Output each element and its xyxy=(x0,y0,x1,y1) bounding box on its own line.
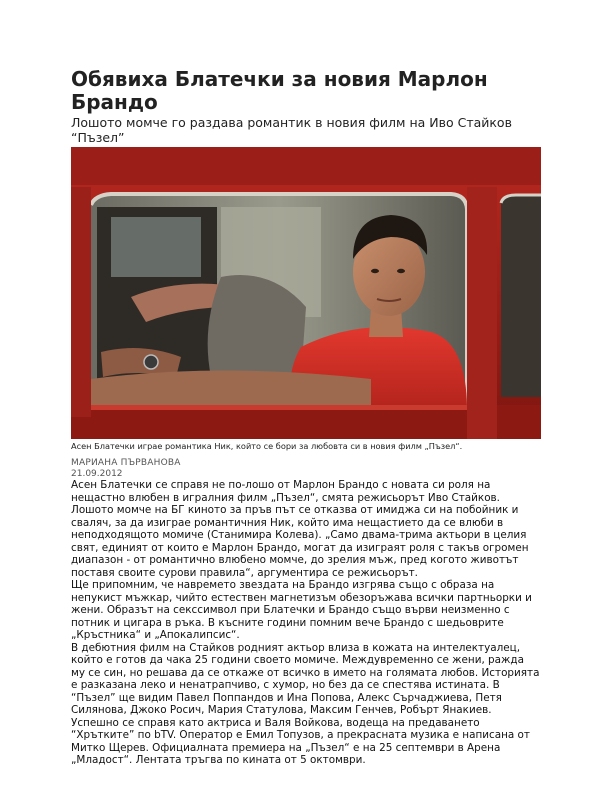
publish-date: 21.09.2012 xyxy=(71,469,123,479)
article-title: Обявиха Блатечки за новия Марлон Брандо xyxy=(71,67,488,114)
article-body xyxy=(71,479,541,767)
paragraph: В дебютния филм на Стайков родният актьор влиза в кожата на интелектуалец, който е готов да чака 25 години своето момиче. Междувременно се жени, ражда му се син, но решава да се откаже от всичко в името на голямата любов. Историята е разказана леко и ненатрапчиво, с хумор, но без да се спестява истината. В “Пъзел” ще видим Павел Поппандов и Ина Попова, Алекс Сърчаджиева, Петя Силянова, Джоко Росич, Мария Статулова, Максим Генчев, Робърт Янакиев. Успешно се справя като актриса и Валя Войкова, водеща на предаването “Хрътките” по bTV. Оператор е Емил Топузов, а прекрасната музика е написана от Митко Щерев. Официалната премиера на „Пъзел“ е на 25 септември в Арена „Младост“. Лентата тръгва по кината от 5 октомври. xyxy=(71,641,540,766)
article xyxy=(71,68,541,767)
paragraph: Ще припомним, че навремето звездата на Брандо изгрява също с образа на непукист мъжкар, чийто естествен магнетизъм обезоръжава всички партньорки и жени. Образът на секссимвол при Блатечки и Брандо също върви неизменно с потник и цигара в ръка. В късните години помним вече Брандо с шедьоврите „Кръстника“ и „Апокалипсис“. xyxy=(71,579,532,641)
author-name: МАРИАНА ПЪРВАНОВА xyxy=(71,458,181,468)
photo-caption: Асен Блатечки играе романтика Ник, който се бори за любовта си в новия филм „Пъзел“. xyxy=(71,441,463,451)
paragraph: Асен Блатечки се справя не по-лошо от Марлон Брандо с новата си роля на нещастно влюбен в игралния филм „Пъзел“, смята режисьорът Иво Стайков. Лошото момче на БГ киното за пръв път се отказва от имиджа си на побойник и сваляч, за да изиграе романтичния Ник, който има нещастието да се влюби в неподходящото момиче (Станимира Колева). „Само двама-трима актьори в целия свят, единият от които е Марлон Брандо, могат да изиграят роля с такъв огромен диапазон - от романтично влюбено момче, до зрелия мъж, пред когото животът поставя своите сурови правила“, аргументира се режисьорът. xyxy=(71,479,529,579)
car-photo-illustration xyxy=(71,147,541,439)
article-subtitle: Лошото момче го раздава романтик в новия филм на Иво Стайков “Пъзел” xyxy=(71,115,512,145)
article-photo xyxy=(71,147,541,439)
